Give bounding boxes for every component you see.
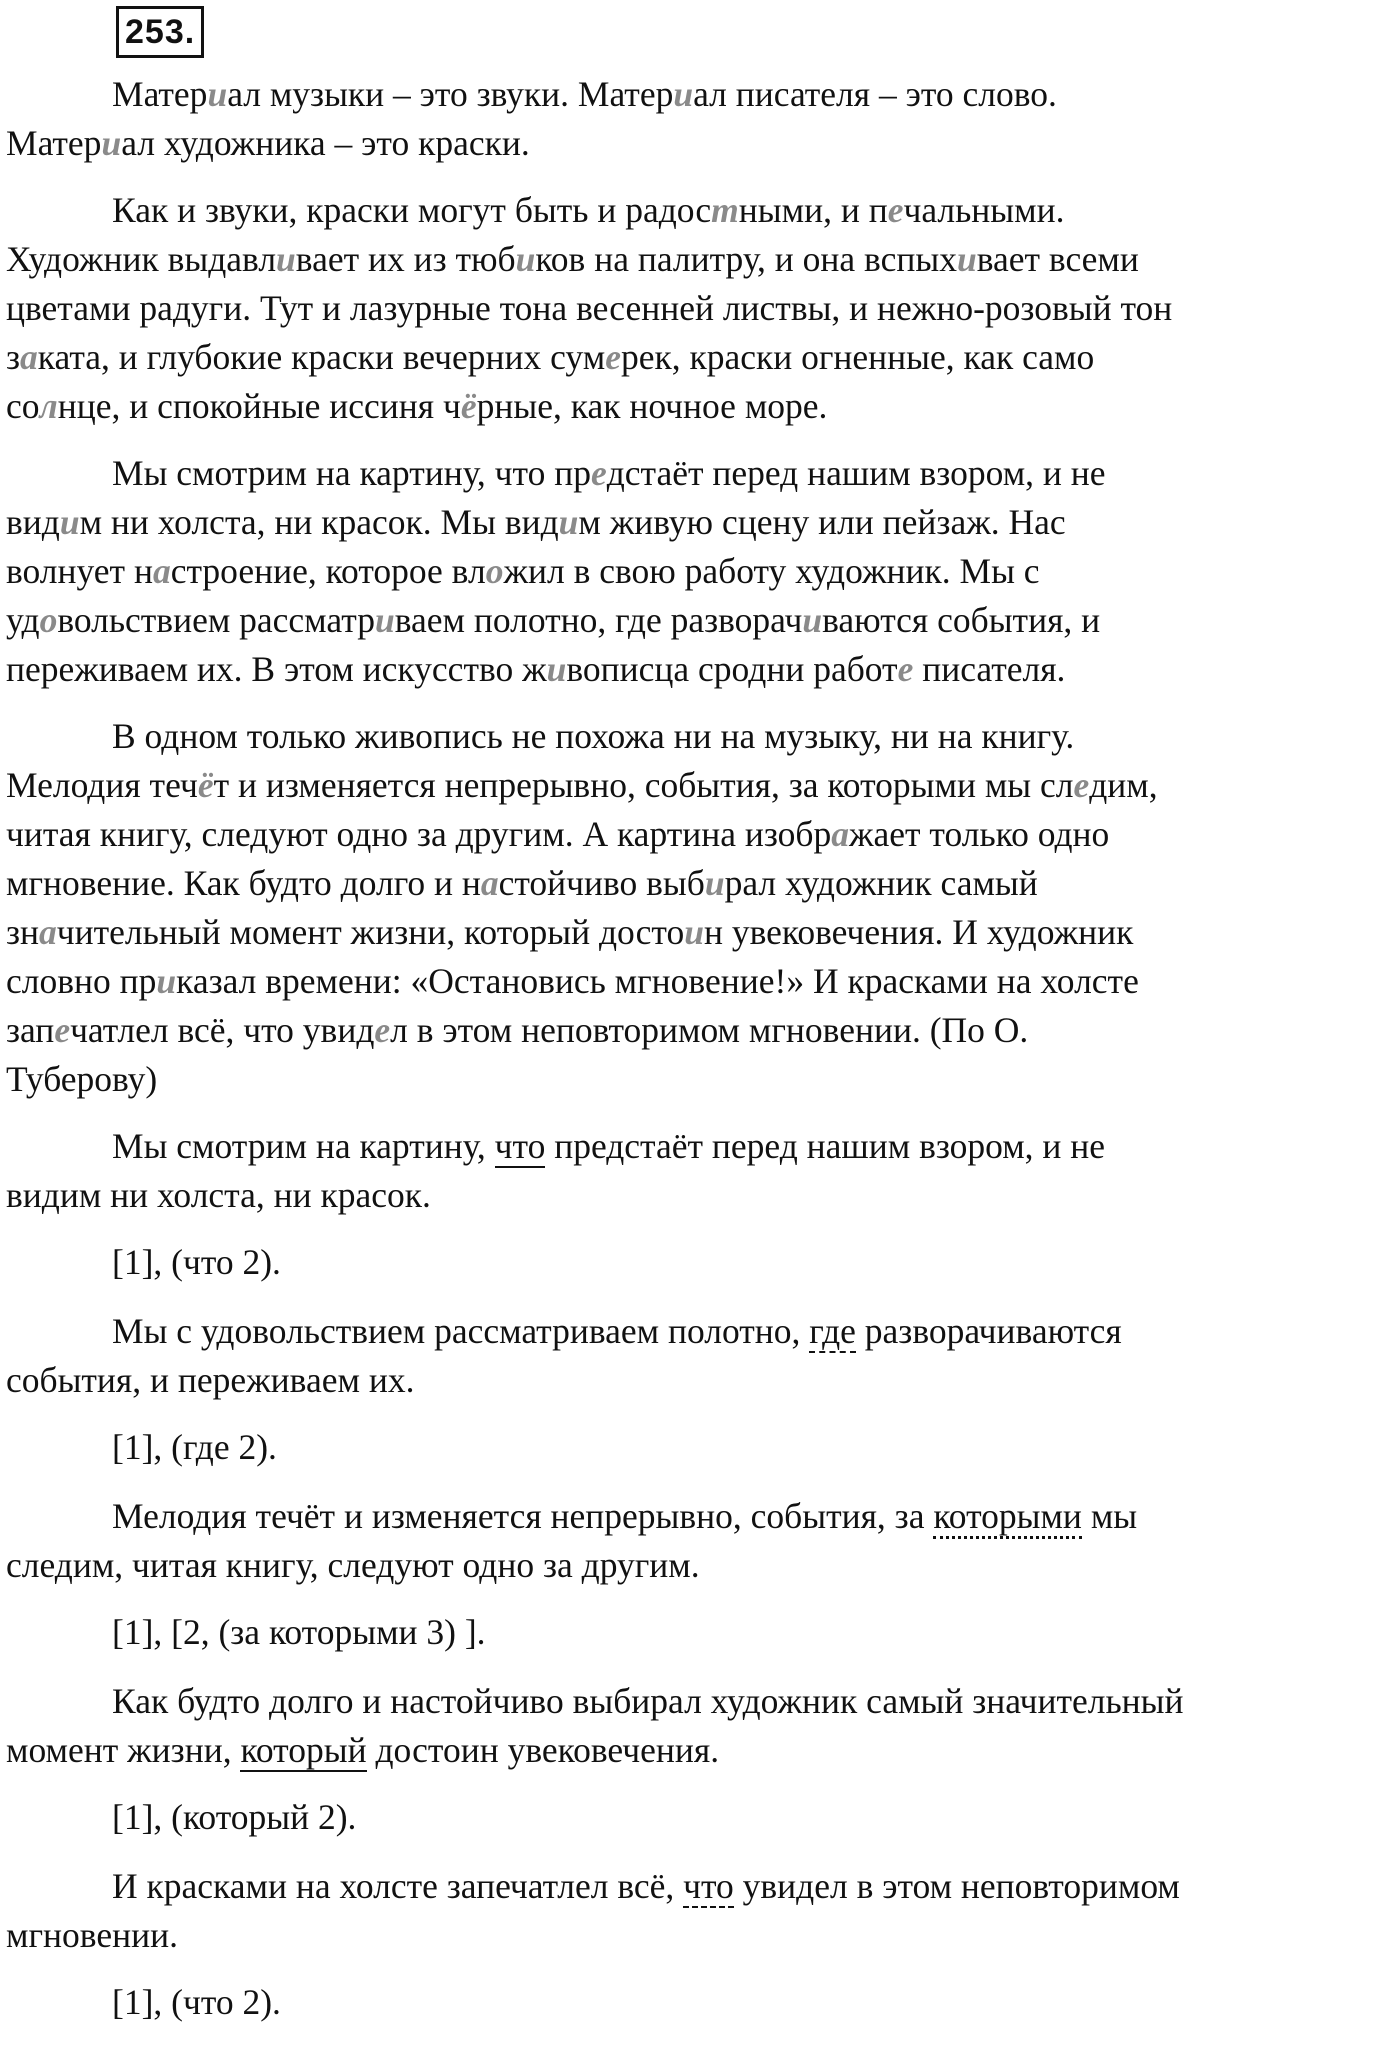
- text-segment: рные, как ночное море.: [476, 386, 828, 426]
- text-segment: рек, краски огненные, как само со: [6, 337, 1095, 426]
- text-segment: ваются события, и переживаем их. В этом искусство ж: [6, 600, 1101, 689]
- text-segment: л в этом неповторимом мгновении. (По О. Туберову): [6, 1010, 1029, 1099]
- text-segment: Как и звуки, краски могут быть и радос: [112, 190, 712, 230]
- highlighted-letter: и: [515, 239, 536, 279]
- text-segment: Матер: [112, 74, 208, 114]
- text-segment: мы следим, читая книгу, следуют одно за другим.: [6, 1496, 1138, 1585]
- analysis-sentence: [6, 1862, 1398, 1960]
- analysis-sentence: [6, 1307, 1398, 1405]
- sentence-scheme: [1], [2, (за которыми 3) ].: [112, 1612, 486, 1652]
- text-segment: Мы смотрим на картину,: [112, 1126, 495, 1166]
- text-segment: ал художника – это краски.: [121, 123, 530, 163]
- text-segment: нце, и спокойные иссиня ч: [57, 386, 461, 426]
- highlighted-letter: и: [956, 239, 977, 279]
- highlighted-letter: о: [485, 551, 504, 591]
- text-segment: ков на палитру, и она вспых: [535, 239, 957, 279]
- text-segment: достоин увековечения.: [366, 1730, 720, 1770]
- text-segment: И красками на холсте запечатлел всё,: [112, 1866, 684, 1906]
- text-segment: казал времени: «Остановись мгновение!» И красками на холсте зап: [6, 961, 1139, 1050]
- sentence-scheme: [1], (что 2).: [112, 1982, 281, 2022]
- underlined-conjunction: который: [240, 1730, 367, 1770]
- highlighted-letter: е: [374, 1010, 391, 1050]
- highlighted-letter: ё: [460, 386, 477, 426]
- highlighted-letter: е: [605, 337, 621, 377]
- text-segment: предстаёт перед нашим взором, и не видим ни холста, ни красок.: [6, 1126, 1106, 1215]
- text-segment: строение, которое вл: [170, 551, 486, 591]
- highlighted-letter: и: [276, 239, 296, 279]
- highlighted-letter: и: [684, 912, 704, 952]
- text-segment: ал писателя – это слово. Матер: [6, 74, 1057, 163]
- underlined-conjunction: которыми: [933, 1496, 1082, 1539]
- analysis-sentence: [6, 1677, 1398, 1775]
- highlighted-letter: л: [39, 386, 58, 426]
- text-segment: стойчиво выб: [498, 863, 705, 903]
- highlighted-letter: т: [711, 190, 739, 230]
- text-segment: увидел в этом неповторимом мгновении.: [6, 1866, 1180, 1955]
- highlighted-letter: о: [39, 600, 58, 640]
- text-segment: т и изменяется непрерывно, события, за которыми мы сл: [213, 765, 1074, 805]
- highlighted-letter: и: [802, 600, 823, 640]
- text-segment: ката, и глубокие краски вечерних сум: [37, 337, 606, 377]
- text-paragraph: [6, 449, 1398, 694]
- text-segment: разворачиваются события, и переживаем их.: [6, 1311, 1122, 1400]
- text-paragraph: [6, 70, 1398, 168]
- text-segment: ваем полотно, где развора: [394, 600, 785, 640]
- highlighted-letter: е: [54, 1010, 71, 1050]
- highlighted-letter: и: [207, 74, 228, 114]
- text-segment: жил в свою работу художник. Мы с уд: [6, 551, 1040, 640]
- text-segment: вольствием рассматр: [57, 600, 375, 640]
- text-segment: н увековечения. И художник словно пр: [6, 912, 1134, 1001]
- highlighted-letter: и: [558, 502, 579, 542]
- text-segment: вописца сродни работ: [566, 649, 898, 689]
- highlighted-letter: а: [20, 337, 38, 377]
- text-segment: ч: [784, 600, 803, 640]
- text-segment: дим, читая книгу, следуют одно за другим. А картина изобр: [6, 765, 1158, 854]
- highlighted-letter: а: [39, 912, 57, 952]
- text-segment: Мы с удовольствием рассматриваем полотно,: [112, 1311, 810, 1351]
- text-segment: Мелодия течёт и изменяется непрерывно, события, за: [112, 1496, 934, 1536]
- text-segment: чальными. Художник выдавл: [6, 190, 1065, 279]
- text-segment: писателя.: [913, 649, 1066, 689]
- highlighted-letter: и: [704, 863, 725, 903]
- highlighted-letter: е: [897, 649, 914, 689]
- highlighted-letter: и: [546, 649, 567, 689]
- highlighted-letter: а: [831, 814, 849, 854]
- sentence-scheme: [1], (что 2).: [112, 1242, 281, 1282]
- underlined-conjunction: что: [494, 1126, 546, 1166]
- analysis-sentence: [6, 1492, 1398, 1590]
- text-segment: В одном только живопись не похожа ни на музыку, ни на книгу. Мелодия теч: [6, 716, 1075, 805]
- highlighted-letter: и: [59, 502, 80, 542]
- highlighted-letter: и: [156, 961, 177, 1001]
- text-segment: м ни холста, ни красок. Мы вид: [79, 502, 559, 542]
- highlighted-letter: и: [101, 123, 122, 163]
- text-segment: вает их из тюб: [295, 239, 516, 279]
- highlighted-letter: и: [673, 74, 694, 114]
- sentence-scheme: [1], (который 2).: [112, 1797, 357, 1837]
- highlighted-letter: е: [1073, 765, 1090, 805]
- exercise-number: 253.: [116, 6, 204, 58]
- highlighted-letter: е: [887, 190, 904, 230]
- text-segment: вает всеми цветами радуги. Тут и лазурные тона весенней листвы, и нежно-розовый тон з: [6, 239, 1173, 377]
- underlined-conjunction: что: [683, 1866, 734, 1906]
- text-paragraph: [6, 186, 1398, 431]
- document-body: [6, 70, 1398, 2047]
- text-segment: ными, и п: [738, 190, 888, 230]
- text-segment: ал музыки – это звуки. Матер: [227, 74, 674, 114]
- text-segment: Как будто долго и настойчиво выбирал художник самый значительный момент жизни,: [6, 1681, 1184, 1770]
- highlighted-letter: а: [480, 863, 499, 903]
- underlined-conjunction: где: [809, 1311, 856, 1351]
- text-segment: Мы смотрим на картину, что пр: [112, 453, 591, 493]
- text-segment: рал художник самый зн: [6, 863, 1038, 952]
- text-paragraph: [6, 712, 1398, 1104]
- highlighted-letter: а: [152, 551, 171, 591]
- highlighted-letter: ё: [197, 765, 214, 805]
- highlighted-letter: е: [590, 453, 607, 493]
- text-segment: чительный момент жизни, который досто: [56, 912, 685, 952]
- text-segment: чатлел всё, что увид: [70, 1010, 375, 1050]
- text-segment: м живую сцену или пейзаж. Нас волнует н: [6, 502, 1066, 591]
- sentence-scheme: [1], (где 2).: [112, 1427, 277, 1467]
- text-segment: жает только одно мгновение. Как будто долго и н: [6, 814, 1110, 903]
- highlighted-letter: и: [374, 600, 395, 640]
- analysis-sentence: [6, 1122, 1398, 1220]
- text-segment: дстаёт перед нашим взором, и не вид: [6, 453, 1106, 542]
